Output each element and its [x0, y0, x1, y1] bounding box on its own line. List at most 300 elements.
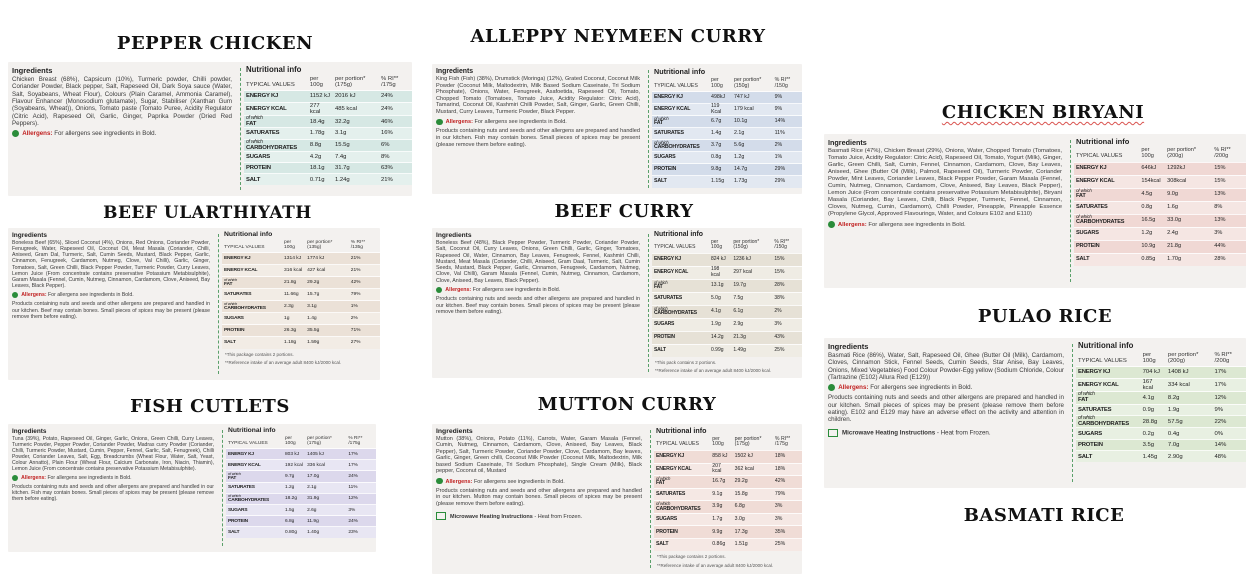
nutrient-name: PROTEIN — [656, 528, 678, 535]
footnote: *This package contains 2 portions. — [657, 554, 726, 560]
value-ri: 24% — [379, 91, 412, 102]
nutrition-row — [654, 539, 802, 552]
value-per-100g: 198 kcal — [709, 266, 731, 279]
nutrition-row — [654, 501, 802, 514]
value-per-100g: 858 kJ — [710, 450, 732, 463]
value-per-100g: 2.3g — [282, 301, 305, 313]
card-chicken-biryani — [824, 134, 1246, 288]
value-per-100g: 1.78g — [308, 128, 333, 139]
value-per-portion: 6.8g — [733, 501, 773, 514]
col-per-100g: per 100g — [285, 436, 296, 447]
nutrient-label — [226, 516, 283, 527]
nutrient-sub-label: of which — [1078, 414, 1095, 421]
value-ri: 43% — [772, 331, 802, 344]
nutrition-row — [244, 163, 412, 174]
nutrient-name: SUGARS — [228, 507, 248, 513]
nutrition-table — [222, 240, 380, 349]
panel-divider — [222, 430, 223, 546]
nutrient-name: PROTEIN — [654, 333, 675, 340]
nutrient-name: PROTEIN — [1076, 242, 1100, 249]
value-per-100g: 0.85g — [1139, 253, 1165, 266]
col-typical-values: TYPICAL VALUES — [654, 244, 696, 251]
nutrient-name: SATURATES — [654, 129, 684, 136]
value-per-portion: 1.49g — [731, 344, 772, 357]
nutrition-panel — [652, 228, 802, 378]
nutrient-name: SATURATES — [1076, 203, 1108, 210]
value-ri: 0% — [1213, 428, 1246, 439]
value-per-100g: 18.4g — [308, 115, 333, 127]
nutrition-row — [222, 325, 380, 337]
nutrition-panel — [226, 424, 376, 552]
nutrition-row — [226, 460, 376, 471]
nutrition-row — [654, 463, 802, 476]
nutrient-name: PROTEIN — [246, 165, 271, 172]
nutrient-name: PROTEIN — [654, 165, 677, 172]
value-per-portion: 21.3g — [731, 331, 772, 344]
value-ri: 22% — [1213, 415, 1246, 427]
value-per-portion: 1405 kJ — [305, 449, 346, 460]
title-pepper-chicken: PEPPER CHICKEN — [116, 33, 314, 54]
nutrient-name: FAT — [228, 476, 237, 482]
kitchen-allergen-warning: Products containing nuts and seeds and other allergens are prepared and handled in our kitchen. Fish may contain bones. Small pieces of spices may be present (please remove them before eating). — [12, 484, 214, 503]
nutrient-label — [222, 337, 282, 349]
nutrition-heading: Nutritional info — [656, 427, 707, 435]
nutrient-label — [652, 331, 709, 344]
nutrient-label — [652, 292, 709, 305]
col-typical-values: TYPICAL VALUES — [228, 441, 268, 447]
title-basmati-rice: BASMATI RICE — [963, 505, 1125, 526]
nutrient-sub-label: of which — [1076, 188, 1092, 194]
nutrient-name: SALT — [654, 178, 667, 185]
value-per-portion: 1.2g — [732, 152, 773, 164]
value-ri: 14% — [1213, 439, 1246, 450]
value-ri: 14% — [773, 116, 802, 128]
nutrient-label — [1076, 415, 1141, 427]
nutrient-label — [222, 301, 282, 313]
nutrition-row — [226, 505, 376, 516]
nutrient-name: SATURATES — [654, 294, 683, 301]
value-per-portion: 15.8g — [733, 488, 773, 501]
nutrient-name: FAT — [246, 121, 257, 128]
value-per-portion: 2.1g — [305, 482, 346, 493]
value-per-100g: 824 kJ — [709, 253, 731, 266]
card-alleppy-neymeen-curry — [432, 64, 802, 194]
value-ri: 71% — [349, 325, 380, 337]
value-ri: 23% — [346, 527, 376, 538]
nutrient-sub-label: of which — [224, 277, 238, 283]
title-pulao-rice: PULAO RICE — [977, 306, 1113, 327]
nutrient-label — [222, 325, 282, 337]
value-per-portion: 1236 kJ — [731, 253, 772, 266]
nutrition-row — [652, 152, 802, 164]
value-per-100g: 277 kcal — [308, 102, 333, 115]
nutrition-row — [1076, 378, 1246, 391]
footnote: *This pack contains 2 portions. — [655, 360, 717, 365]
value-ri: 9% — [773, 104, 802, 116]
nutrient-name: SALT — [654, 347, 666, 354]
nutrient-label — [652, 266, 709, 279]
allergen-note — [12, 130, 232, 137]
col-typical-values: TYPICAL VALUES — [654, 82, 698, 89]
nutrient-name: SATURATES — [228, 485, 255, 491]
nutrient-name: CARBOHYDRATES — [656, 505, 701, 512]
nutrition-row — [226, 516, 376, 527]
ingredients-text: Boneless Beef (65%), Sliced Coconut (4%), Onions, Red Onions, Coriander Powder, Fenugreek, Water, Rapeseed Oil, Coconut Oil, Meat Masala (Coriander, Chilli, Aniseed, Gram Dal, Turmeric, Salt, Cumin Seeds, Mustard, Black Pepper, Garlic, Cinnamon, Fenugreek, Cardamom, Nutmeg, Clove, Val Chilli), Garlic, Ginger, Tomatoes, Salt, Green Chilli, Black Pepper Powder, Turmeric Powder, Curry Leaves, Lemon Juice (From concentrate contains preservative Potassium Metabisulphite), Garam Masala (Fennel, Cumin, Nutmeg, Cinnamon, Cardamom, Clove, Aniseed, Bay Leaves, Black Pepper). — [12, 240, 210, 289]
value-per-100g: 803 kJ — [283, 449, 305, 460]
value-per-100g: 207 kcal — [710, 463, 732, 476]
value-per-100g: 1.15g — [709, 176, 732, 188]
value-per-portion: 336 kcal — [305, 460, 346, 471]
nutrient-label — [244, 102, 308, 115]
nutrition-header-row — [244, 76, 412, 91]
nutrition-panel — [1074, 134, 1246, 288]
value-per-100g: 192 kcal — [283, 460, 305, 471]
card-beef-curry — [432, 228, 802, 378]
nutrient-name: PROTEIN — [228, 518, 248, 524]
value-per-100g: 1.5g — [283, 505, 305, 516]
value-per-portion: 1.40g — [305, 527, 346, 538]
value-per-portion: 485 kcal — [333, 102, 379, 115]
value-per-100g: 28.8g — [1141, 415, 1166, 427]
nutrition-row — [652, 104, 802, 116]
nutrient-name: SALT — [1078, 453, 1093, 460]
value-per-100g: 0.99g — [709, 344, 731, 357]
value-ri: 44% — [1212, 240, 1246, 253]
value-per-portion: 2.90g — [1166, 451, 1213, 462]
col-per-portion: per portion* (200g) — [1167, 352, 1199, 365]
ingredients-heading: Ingredients — [436, 428, 473, 435]
allergen-info-icon — [436, 119, 443, 126]
nutrient-name: ENERGY KCAL — [656, 465, 692, 472]
nutrient-label — [222, 265, 282, 277]
allergen-note — [828, 384, 1064, 391]
nutrition-table — [654, 437, 802, 551]
value-per-100g: 1.7g — [710, 513, 732, 526]
nutrient-name: SUGARS — [1076, 229, 1099, 236]
panel-divider — [650, 430, 651, 568]
value-ri: 3% — [772, 318, 802, 331]
nutrient-label — [222, 253, 282, 265]
value-ri: 15% — [772, 253, 802, 266]
nutrient-label — [1074, 214, 1139, 227]
col-per-100g: per 100g — [309, 76, 323, 89]
panel-divider — [648, 234, 649, 372]
value-per-portion: 1.73g — [732, 176, 773, 188]
value-per-portion: 179 kcal — [732, 104, 773, 116]
nutrient-label — [226, 527, 283, 538]
nutrient-label — [654, 463, 710, 476]
value-per-100g: 9.1g — [710, 488, 732, 501]
nutrient-label — [226, 449, 283, 460]
nutrition-row — [244, 102, 412, 115]
nutrient-sub-label: of which — [1076, 214, 1092, 220]
nutrition-row — [244, 152, 412, 163]
value-per-100g: 0.9g — [1141, 404, 1166, 415]
nutrient-name: ENERGY KJ — [246, 93, 279, 100]
value-per-portion: 2016 kJ — [333, 91, 379, 102]
nutrient-name: ENERGY KJ — [1078, 369, 1111, 376]
nutrient-label — [1074, 175, 1139, 188]
nutrition-header-row — [654, 437, 802, 450]
nutrition-row — [652, 253, 802, 266]
value-ri: 11% — [773, 128, 802, 140]
nutrient-label — [222, 289, 282, 301]
nutrition-row — [1074, 214, 1246, 227]
nutrition-panel — [654, 424, 802, 574]
nutrient-label — [244, 152, 308, 163]
value-per-100g: 11.66g — [282, 289, 305, 301]
nutrition-header-row — [1076, 352, 1246, 367]
ingredients-heading: Ingredients — [12, 232, 48, 239]
value-per-100g: 3.9g — [710, 501, 732, 514]
value-ri: 21% — [379, 174, 412, 185]
value-ri: 2% — [349, 313, 380, 325]
value-per-portion: 57.5g — [1166, 415, 1213, 427]
value-per-100g: 4.2g — [308, 152, 333, 163]
value-ri: 18% — [773, 463, 802, 476]
nutrient-label — [652, 116, 709, 128]
value-ri: 48% — [1213, 451, 1246, 462]
nutrient-name: CARBOHYDRATES — [654, 310, 697, 317]
value-per-100g: 498kJ — [709, 92, 732, 104]
value-ri: 12% — [346, 493, 376, 504]
nutrition-row — [654, 488, 802, 501]
value-per-portion: 2.9g — [731, 318, 772, 331]
nutrient-label — [226, 505, 283, 516]
nutrition-row — [226, 482, 376, 493]
nutrient-label — [244, 115, 308, 127]
nutrition-row — [1074, 175, 1246, 188]
nutrient-name: ENERGY KJ — [654, 93, 683, 100]
value-ri: 2% — [773, 140, 802, 152]
nutrition-table — [244, 76, 412, 185]
col-ri: % RI** /135g — [350, 240, 366, 251]
nutrition-row — [226, 471, 376, 482]
panel-divider — [648, 70, 649, 188]
col-ri: % RI** /150g — [774, 77, 791, 89]
nutrient-label — [654, 488, 710, 501]
nutrition-table — [1074, 148, 1246, 266]
value-ri: 9% — [773, 92, 802, 104]
nutrient-sub-label: of which — [246, 114, 263, 121]
panel-divider — [240, 68, 241, 190]
value-ri: 8% — [1212, 201, 1246, 214]
nutrient-label — [244, 128, 308, 139]
value-per-100g: 9.8g — [709, 164, 732, 176]
ingredients-panel — [8, 62, 236, 196]
value-per-100g: 9.9g — [710, 526, 732, 539]
value-per-portion: 35.5g — [305, 325, 349, 337]
nutrient-sub-label: of which — [228, 493, 241, 499]
value-ri: 3% — [773, 501, 802, 514]
nutrient-label — [226, 482, 283, 493]
nutrient-label — [652, 128, 709, 140]
nutrition-heading: Nutritional info — [654, 67, 706, 76]
nutrition-header-row — [652, 78, 802, 92]
nutrition-row — [1076, 415, 1246, 427]
nutrition-row — [244, 115, 412, 127]
nutrition-heading: Nutritional info — [654, 231, 703, 238]
value-per-100g: 14.2g — [709, 331, 731, 344]
value-per-100g: 1152 kJ — [308, 91, 333, 102]
nutrition-row — [1076, 439, 1246, 450]
allergen-note — [436, 478, 642, 485]
ingredients-panel — [432, 424, 646, 574]
nutrient-label — [654, 513, 710, 526]
nutrient-name: SUGARS — [224, 316, 244, 322]
value-per-100g: 4.5g — [1139, 188, 1165, 201]
value-per-100g: 16.5g — [1139, 214, 1165, 227]
value-per-100g: 18.2g — [283, 493, 305, 504]
ingredients-heading: Ingredients — [12, 428, 47, 435]
value-ri: 42% — [773, 476, 802, 489]
value-per-100g: 119 Kcal — [709, 104, 732, 116]
nutrient-label — [244, 139, 308, 151]
nutrition-row — [222, 289, 380, 301]
nutrition-row — [222, 265, 380, 277]
ingredients-panel — [8, 228, 214, 380]
allergen-text: For allergens see ingredients in Bold. — [48, 292, 134, 299]
value-per-100g: 646kJ — [1139, 162, 1165, 175]
nutrient-name: ENERGY KJ — [224, 256, 251, 262]
value-per-portion: 11.9g — [305, 516, 346, 527]
value-ri: 18% — [773, 450, 802, 463]
nutrient-name: SALT — [228, 530, 240, 536]
nutrient-label — [652, 104, 709, 116]
nutrition-row — [654, 450, 802, 463]
value-per-portion: 17.0g — [305, 471, 346, 482]
nutrition-row — [1076, 367, 1246, 378]
value-per-portion: 2.1g — [732, 128, 773, 140]
title-beef-curry: BEEF CURRY — [554, 201, 694, 222]
value-per-portion: 17.3g — [733, 526, 773, 539]
value-ri: 6% — [379, 139, 412, 151]
card-pulao-rice — [824, 338, 1246, 488]
nutrition-table — [652, 240, 802, 357]
allergen-text: For allergens see ingredients in Bold. — [47, 475, 132, 482]
value-ri: 3% — [773, 513, 802, 526]
ingredients-text: Basmati Rice (86%), Water, Salt, Rapeseed Oil, Ghee (Butter Oil (Milk), Cardamom, Cloves, Cinnamon Stick, Fennel Seeds, Cumin Seeds, Star Anise, Bay Leaves, Onions, Mixed Vegetables) Food Colour Powder-Egg yellow (Sodium Chloride, Colour (Tartrazine (E102) Allura Red (E129)) — [828, 352, 1064, 381]
allergen-label: Allergens: — [837, 221, 867, 228]
nutrient-name: ENERGY KCAL — [654, 105, 691, 112]
nutrition-row — [244, 139, 412, 151]
nutrient-label — [654, 476, 710, 489]
nutrient-label — [1076, 392, 1141, 404]
value-ri: 38% — [772, 292, 802, 305]
value-per-100g: 1314 kJ — [282, 253, 305, 265]
value-per-100g: 0.86g — [710, 539, 732, 552]
value-per-100g: 0.2g — [1141, 428, 1166, 439]
value-ri: 8% — [379, 152, 412, 163]
title-mutton-curry: MUTTON CURRY — [537, 394, 717, 415]
microwave-instructions — [436, 512, 642, 520]
value-per-portion: 1774 kJ — [305, 253, 349, 265]
value-per-portion: 3.1g — [305, 301, 349, 313]
value-per-100g: 1.9g — [709, 318, 731, 331]
col-per-100g: per 100g — [1141, 147, 1154, 159]
value-per-100g: 1.2g — [1139, 227, 1165, 240]
ingredients-heading: Ingredients — [828, 138, 867, 147]
value-per-portion: 10.1g — [732, 116, 773, 128]
value-per-portion: 8.2g — [1166, 392, 1213, 404]
value-per-portion: 1.51g — [733, 539, 773, 552]
ingredients-panel — [8, 424, 218, 552]
value-per-portion: 308kcal — [1165, 175, 1212, 188]
col-per-portion: per portion* (175g) — [334, 76, 366, 89]
nutrition-heading: Nutritional info — [246, 65, 302, 74]
nutrition-row — [652, 305, 802, 318]
value-ri: 17% — [346, 449, 376, 460]
nutrient-name: PROTEIN — [224, 328, 245, 334]
nutrient-name: SATURATES — [246, 130, 280, 137]
nutrition-row — [652, 116, 802, 128]
nutrient-label — [226, 471, 283, 482]
nutrition-row — [652, 331, 802, 344]
value-per-portion: 33.0g — [1165, 214, 1212, 227]
nutrient-name: FAT — [654, 284, 663, 291]
microwave-label: Microwave Heating Instructions — [842, 429, 936, 437]
nutrient-label — [1074, 201, 1139, 214]
value-per-100g: 316 kcal — [282, 265, 305, 277]
value-per-100g: 0.71g — [308, 174, 333, 185]
nutrient-label — [654, 526, 710, 539]
value-per-portion: 21.8g — [1165, 240, 1212, 253]
value-ri: 21% — [349, 253, 380, 265]
nutrient-label — [1074, 227, 1139, 240]
nutrient-label — [1076, 451, 1141, 462]
title-beef-ularthiyath: BEEF ULARTHIYATH — [103, 203, 312, 223]
col-per-100g: per 100g — [1142, 352, 1156, 365]
nutrient-label — [1076, 439, 1141, 450]
value-per-portion: 32.2g — [333, 115, 379, 127]
nutrient-name: FAT — [656, 480, 665, 487]
nutrition-row — [222, 337, 380, 349]
nutrient-name: SUGARS — [654, 153, 676, 160]
ingredients-text: Boneless Beef (48%), Black Pepper Powder, Turmeric Powder, Coriander Powder, Salt, Coconut Oil, Curry Leaves, Onions, Green Chilli, Garlic, Ginger, Tomatoes, Rapeseed Oil, Water, Cinnamon, Bay Leaves, Fenugreek, Fennel, Kashmiri Chilli, Mustard, Meat Masala (Coriander, Chilli, Aniseed, Gram Daal, Turmeric, Salt, Cumin Seeds, Mustard, Black Pepper, Garlic, Cinnamon, Fenugreek, Cardamom, Nutmeg, Clove, Val Chilli), Garam Masala (Fennel, Cumin, Nutmeg, Cinnamon, Cardamom, Clove, Aniseed, Bay Leaves, Black Pepper). — [436, 240, 640, 284]
value-per-100g: 704 kJ — [1141, 367, 1166, 378]
nutrient-label — [226, 493, 283, 504]
microwave-instructions — [828, 429, 1064, 437]
nutrient-label — [1074, 188, 1139, 201]
allergen-note — [436, 119, 640, 126]
value-ri: 2% — [772, 305, 802, 318]
title-alleppy-neymeen-curry: ALLEPPY NEYMEEN CURRY — [470, 26, 766, 47]
nutrient-name: CARBOHYDRATES — [654, 144, 700, 151]
ingredients-panel — [432, 64, 644, 194]
nutrition-row — [1074, 227, 1246, 240]
col-per-portion: per portion* (150g) — [733, 77, 762, 89]
nutrient-sub-label: of which — [656, 475, 671, 481]
kitchen-allergen-warning: Products containing nuts and seeds and other allergens are prepared and handled in our kitchen. Beef may contain bones. Small pieces of spices may be present (please remove them before eating). — [12, 301, 210, 320]
value-ri: 24% — [379, 102, 412, 115]
allergen-info-icon — [12, 475, 18, 481]
nutrition-header-row — [226, 436, 376, 449]
value-per-100g: 4.1g — [1141, 392, 1166, 404]
nutrient-name: CARBOHYDRATES — [246, 144, 297, 151]
nutrition-row — [1076, 392, 1246, 404]
title-chicken-biryani: CHICKEN BIRYANI — [941, 102, 1145, 123]
allergen-label: Allergens: — [445, 287, 472, 294]
nutrient-label — [652, 140, 709, 152]
value-ri: 25% — [773, 539, 802, 552]
nutrient-sub-label: of which — [228, 470, 241, 476]
nutrition-row — [1074, 188, 1246, 201]
nutrition-row — [1074, 240, 1246, 253]
kitchen-allergen-warning: Products containing nuts and seeds and other allergens are prepared and handled in our kitchen. Fish may contain bones. Small pieces of spices may be present (please remove them before eating). — [436, 128, 641, 148]
nutrition-row — [1076, 451, 1246, 462]
col-ri: % RI** /150g — [774, 239, 790, 251]
nutrient-label — [654, 539, 710, 552]
